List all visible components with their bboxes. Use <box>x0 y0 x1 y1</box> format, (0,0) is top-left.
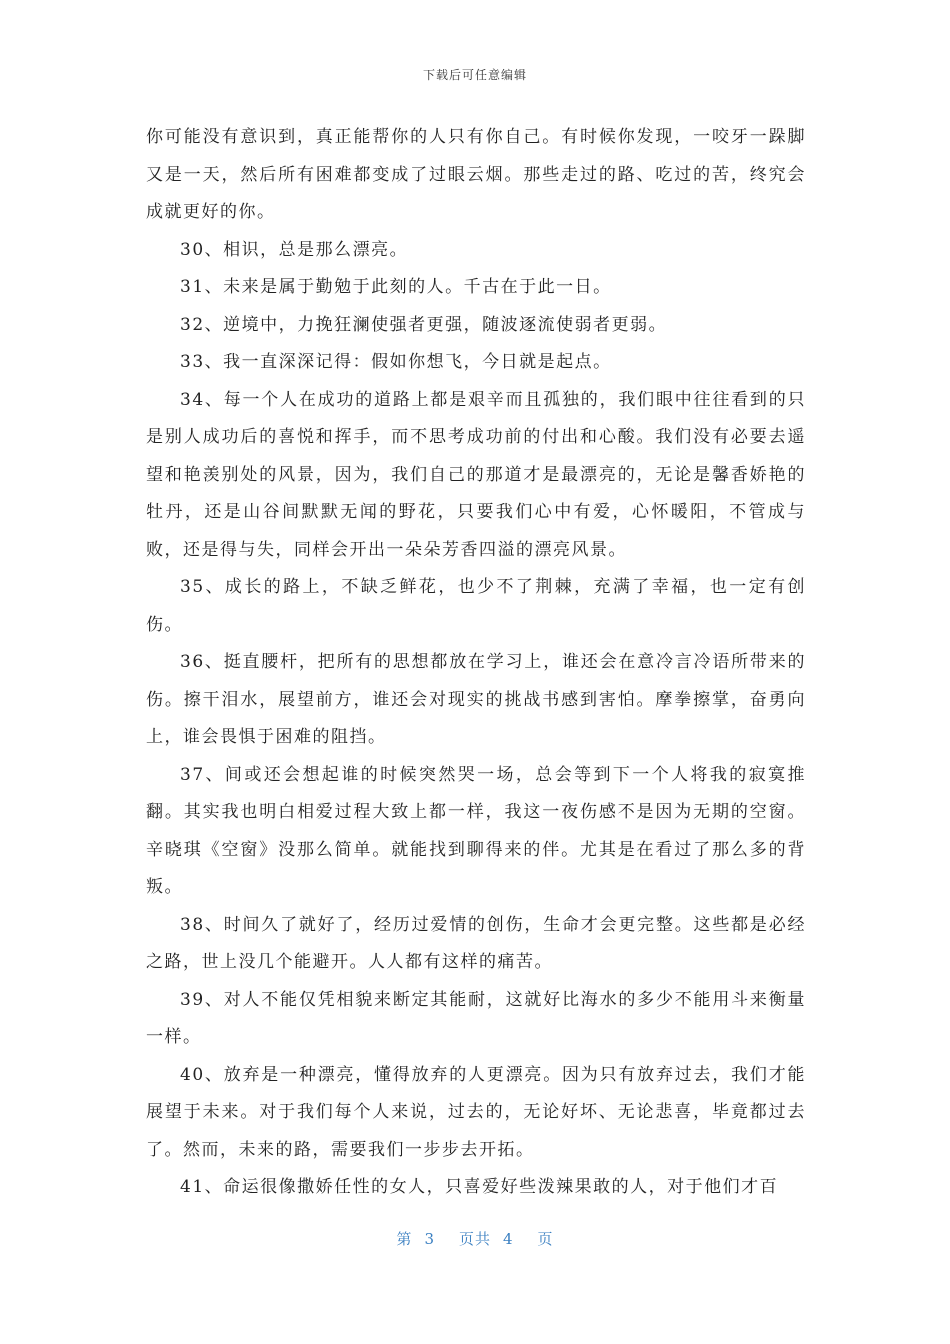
footer-total-pages: 4 <box>503 1230 514 1248</box>
footer-page-suffix: 页 <box>537 1230 554 1248</box>
paragraph: 40、放弃是一种漂亮，懂得放弃的人更漂亮。因为只有放弃过去，我们才能展望于未来。对于我们每个人来说，过去的，无论好坏、无论悲喜，毕竟都过去了。然而，未来的路，需要我们一步步去开拓。 <box>146 1064 806 1160</box>
paragraph: 35、成长的路上，不缺乏鲜花，也少不了荆棘，充满了幸福，也一定有创伤。 <box>146 577 806 635</box>
paragraph: 34、每一个人在成功的道路上都是艰辛而且孤独的，我们眼中往往看到的只是别人成功后的喜悦和挥手，而不思考成功前的付出和心酸。我们没有必要去遥望和艳羡别处的风景，因为，我们自己的那道才是最漂亮的，无论是馨香娇艳的牡丹，还是山谷间默默无闻的野花，只要我们心中有爱，心怀暖阳，不管成与败，还是得与失，同样会开出一朵朵芳香四溢的漂亮风景。 <box>146 389 806 560</box>
paragraph: 31、未来是属于勤勉于此刻的人。千古在于此一日。 <box>180 277 612 297</box>
document-body <box>146 119 806 1207</box>
page-footer <box>0 1228 950 1249</box>
paragraph: 39、对人不能仅凭相貌来断定其能耐，这就好比海水的多少不能用斗来衡量一样。 <box>146 989 806 1047</box>
paragraph: 33、我一直深深记得：假如你想飞，今日就是起点。 <box>180 352 612 372</box>
paragraph: 30、相识，总是那么漂亮。 <box>180 239 409 260</box>
footer-page-label: 第 <box>396 1230 413 1248</box>
paragraph: 38、时间久了就好了，经历过爱情的创伤，生命才会更完整。这些都是必经之路，世上没几个能避开。人人都有这样的痛苦。 <box>146 914 806 972</box>
paragraph: 你可能没有意识到，真正能帮你的人只有你自己。有时候你发现，一咬牙一跺脚又是一天，然后所有困难都变成了过眼云烟。那些走过的路、吃过的苦，终究会成就更好的你。 <box>146 127 806 222</box>
footer-current-page: 3 <box>424 1230 435 1248</box>
footer-total-label: 页共 <box>458 1230 491 1248</box>
page-header: 下载后可任意编辑 <box>422 68 527 82</box>
paragraph: 36、挺直腰杆，把所有的思想都放在学习上，谁还会在意冷言冷语所带来的伤。擦干泪水，展望前方，谁还会对现实的挑战书感到害怕。摩拳擦掌，奋勇向上，谁会畏惧于困难的阻挡。 <box>146 652 806 747</box>
paragraph: 32、逆境中，力挽狂澜使强者更强，随波逐流使弱者更弱。 <box>180 314 668 335</box>
paragraph: 37、间或还会想起谁的时候突然哭一场，总会等到下一个人将我的寂寞推翻。其实我也明白相爱过程大致上都一样，我这一夜伤感不是因为无期的空窗。辛晓琪《空窗》没那么简单。就能找到聊得来的伴。尤其是在看过了那么多的背叛。 <box>146 764 806 897</box>
paragraph: 41、命运很像撒娇任性的女人，只喜爱好些泼辣果敢的人，对于他们才百 <box>180 1177 779 1197</box>
